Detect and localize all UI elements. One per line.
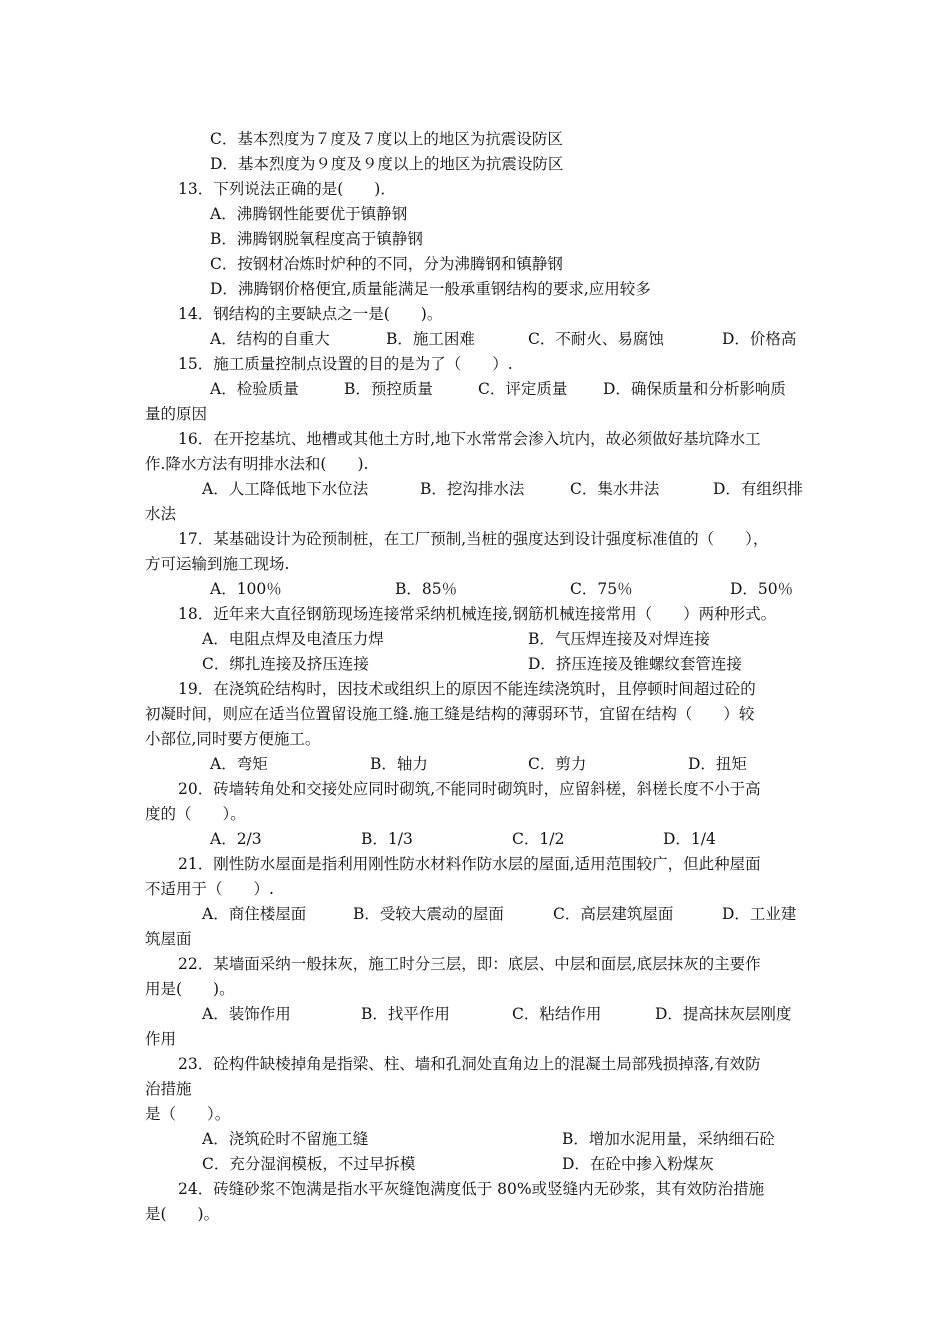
q19-stem-line-1: 19．在浇筑砼结构时，因技术或组织上的原因不能连续浇筑时，且停顿时间超过砼的	[178, 680, 756, 698]
q20-option-d: D．1/4	[663, 830, 716, 848]
q21-option-c: C．高层建筑屋面	[553, 905, 674, 923]
q14-option-a: A．结构的自重大	[210, 330, 330, 348]
q21-option-b: B．受较大震动的屋面	[353, 905, 504, 923]
q21-option-d: D．工业建	[722, 905, 797, 923]
q20-option-b: B．1/3	[361, 830, 413, 848]
q14-option-d: D．价格高	[722, 330, 797, 348]
q21-option-d-continued: 筑屋面	[145, 930, 192, 948]
q19-option-c: C．剪力	[528, 755, 587, 773]
q23-option-a: A．浇筑砼时不留施工缝	[202, 1130, 369, 1148]
q22-option-a: A．装饰作用	[202, 1005, 291, 1023]
q23-option-d: D．在砼中掺入粉煤灰	[562, 1155, 714, 1173]
q15-option-b: B．预控质量	[344, 380, 433, 398]
q18-option-c: C．绑扎连接及挤压连接	[202, 655, 369, 673]
q20-stem-line-2: 度的（ ）。	[145, 805, 246, 823]
q18-stem: 18．近年来大直径钢筋现场连接常采纳机械连接,钢筋机械连接常用（ ）两种形式。	[178, 605, 777, 623]
q19-stem-line-2: 初凝时间，则应在适当位置留设施工缝.施工缝是结构的薄弱环节，宜留在结构（ ）较	[145, 705, 755, 723]
q12-option-c: C．基本烈度为７度及７度以上的地区为抗震设防区	[210, 130, 563, 148]
q24-stem-line-2: 是( )。	[145, 1205, 220, 1223]
q13-option-a: A．沸腾钢性能要优于镇静钢	[210, 205, 408, 223]
q15-option-a: A．检验质量	[210, 380, 299, 398]
q19-option-d: D．扭矩	[688, 755, 747, 773]
q16-option-a: A．人工降低地下水位法	[202, 480, 369, 498]
q24-stem-line-1: 24．砖缝砂浆不饱满是指水平灰缝饱满度低于 80%或竖缝内无砂浆，其有效防治措施	[178, 1180, 765, 1198]
q15-option-c: C．评定质量	[478, 380, 568, 398]
q13-option-c: C．按钢材冶炼时炉种的不同，分为沸腾钢和镇静钢	[210, 255, 563, 273]
q17-stem-line-1: 17．某基础设计为砼预制桩，在工厂预制,当桩的强度达到设计强度标准值的（ ），	[178, 530, 769, 548]
q17-option-d: D．50％	[730, 580, 794, 598]
q21-option-a: A．商住楼屋面	[202, 905, 307, 923]
q23-option-c: C．充分湿润模板，不过早拆模	[202, 1155, 416, 1173]
q22-stem-line-2: 用是( )。	[145, 980, 235, 998]
q15-stem: 15．施工质量控制点设置的目的是为了（ ）.	[178, 355, 513, 373]
q13-option-b: B．沸腾钢脱氧程度高于镇静钢	[210, 230, 423, 248]
q21-stem-line-1: 21．刚性防水屋面是指利用刚性防水材料作防水层的屋面,适用范围较广，但此种屋面	[178, 855, 761, 873]
q22-stem-line-1: 22．某墙面采纳一般抹灰，施工时分三层，即：底层、中层和面层,底层抹灰的主要作	[178, 955, 761, 973]
q22-option-d: D．提高抹灰层刚度	[655, 1005, 792, 1023]
q16-stem-line-2: 作.降水方法有明排水法和( ).	[145, 455, 369, 473]
q22-option-d-continued: 作用	[145, 1030, 177, 1048]
q17-stem-line-2: 方可运输到施工现场.	[145, 555, 290, 573]
q13-stem: 13．下列说法正确的是( )．	[178, 180, 396, 198]
q17-option-a: A．100％	[210, 580, 282, 598]
q21-stem-line-2: 不适用于（ ）.	[145, 880, 274, 898]
q23-stem-line-3: 是（ ）。	[145, 1105, 231, 1123]
q16-option-d-continued: 水法	[145, 505, 177, 523]
q22-option-c: C．粘结作用	[512, 1005, 602, 1023]
q23-stem-line-2: 治措施	[145, 1080, 192, 1098]
q18-option-d: D．挤压连接及锥螺纹套管连接	[528, 655, 742, 673]
q23-option-b: B．增加水泥用量，采纳细石砼	[562, 1130, 775, 1148]
q20-option-c: C．1/2	[512, 830, 565, 848]
q13-option-d: D．沸腾钢价格便宜,质量能满足一般承重钢结构的要求,应用较多	[210, 280, 651, 298]
q14-stem: 14．钢结构的主要缺点之一是( )。	[178, 305, 443, 323]
q14-option-b: B．施工困难	[386, 330, 475, 348]
q16-option-b: B．挖沟排水法	[420, 480, 525, 498]
q17-option-b: B．85％	[395, 580, 458, 598]
q16-option-c: C．集水井法	[570, 480, 660, 498]
q18-option-a: A．电阻点焊及电渣压力焊	[202, 630, 384, 648]
q15-option-d-continued: 量的原因	[145, 405, 208, 423]
q17-option-c: C．75％	[570, 580, 633, 598]
q22-option-b: B．找平作用	[361, 1005, 450, 1023]
q16-stem-line-1: 16．在开挖基坑、地槽或其他土方时,地下水常常会渗入坑内，故必须做好基坑降水工	[178, 430, 761, 448]
q23-stem-line-1: 23．砼构件缺棱掉角是指梁、柱、墙和孔洞处直角边上的混凝土局部残损掉落,有效防	[178, 1055, 761, 1073]
q20-option-a: A．2/3	[210, 830, 262, 848]
q19-option-a: A．弯矩	[210, 755, 268, 773]
q20-stem-line-1: 20．砖墙转角处和交接处应同时砌筑,不能同时砌筑时，应留斜槎，斜槎长度不小于高	[178, 780, 761, 798]
q16-option-d: D．有组织排	[713, 480, 803, 498]
q15-option-d: D．确保质量和分析影响质	[603, 380, 786, 398]
q19-stem-line-3: 小部位,同时要方便施工。	[145, 730, 321, 748]
q18-option-b: B．气压焊连接及对焊连接	[528, 630, 710, 648]
q14-option-c: C．不耐火、易腐蚀	[528, 330, 664, 348]
q12-option-d: D．基本烈度为９度及９度以上的地区为抗震设防区	[210, 155, 564, 173]
q19-option-b: B．轴力	[370, 755, 428, 773]
